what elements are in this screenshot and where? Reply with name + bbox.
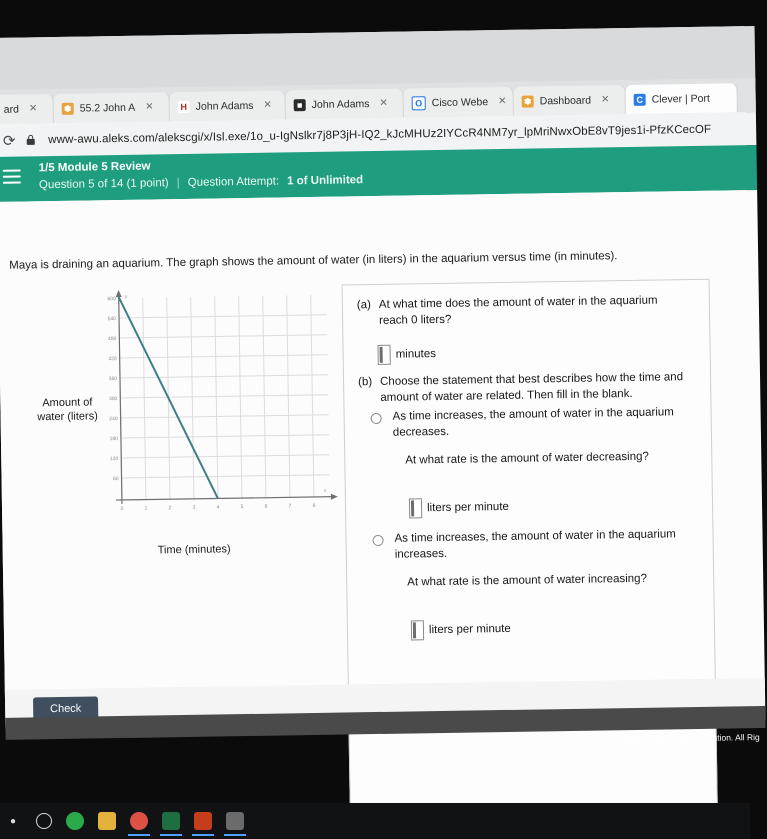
browser-tab-1[interactable] [54, 92, 170, 123]
part-b-option-1-label: As time increases, the amount of water in the aquarium increases. [394, 528, 676, 561]
powerpoint-icon[interactable] [194, 812, 212, 830]
graph-svg [99, 285, 343, 529]
svg-text:600: 600 [107, 296, 116, 303]
svg-text:240: 240 [109, 416, 118, 423]
tab-favicon-icon: ■ [294, 99, 306, 111]
app-icon[interactable] [226, 812, 244, 830]
graph-y-axis-label: Amount of water (liters) [37, 396, 98, 424]
excel-icon[interactable] [162, 812, 180, 830]
question-content [0, 190, 765, 702]
browser-tab-5[interactable] [513, 85, 625, 116]
part-b-subquestion-0: At what rate is the amount of water decreasing? [405, 450, 649, 467]
part-b-rate-row-0 [409, 497, 509, 519]
svg-text:0: 0 [120, 505, 124, 513]
radio-button-decreases[interactable] [371, 413, 382, 424]
copyright-text: © 2021 McGraw-Hill Education. All Rig [614, 732, 760, 745]
svg-text:540: 540 [107, 316, 117, 323]
svg-text:6: 6 [264, 503, 268, 510]
tab-close-icon[interactable]: ✕ [498, 95, 507, 108]
part-a-tag: (a) [356, 299, 372, 312]
svg-text:2: 2 [168, 505, 172, 512]
tab-favicon-icon: C [634, 93, 646, 105]
tab-close-icon[interactable]: ✕ [145, 101, 154, 113]
attempt-value: 1 of Unlimited [287, 174, 364, 188]
tab-label: Clever | Port [651, 92, 710, 106]
browser-tab-0[interactable] [0, 94, 54, 124]
tab-label: Cisco Webe [431, 95, 489, 109]
graph-figure [99, 285, 343, 529]
tab-close-icon[interactable]: ✕ [379, 97, 388, 109]
lock-icon [26, 134, 40, 145]
address-bar-url[interactable]: www-awu.aleks.com/alekscgi/x/Isl.exe/1o_u-IgNslkr7j8P3jH-IQ2_kJcMHUz2IYCcR4NM7yr_lpMriNwxObE8vT9jes1i-PfzKCecOF [48, 123, 712, 146]
svg-text:7: 7 [288, 503, 292, 510]
svg-text:420: 420 [108, 356, 117, 363]
browser-icon[interactable] [66, 812, 84, 830]
hamburger-icon[interactable] [3, 170, 21, 184]
svg-text:360: 360 [108, 376, 118, 383]
chrome-icon[interactable] [130, 812, 148, 830]
tab-label: 55.2 John A [79, 101, 136, 115]
svg-text:180: 180 [109, 436, 118, 443]
part-b-subquestion-1: At what rate is the amount of water increasing? [407, 572, 648, 589]
svg-text:y: y [124, 293, 128, 300]
svg-text:300: 300 [108, 396, 118, 403]
header-separator: | [176, 177, 180, 190]
question-status [39, 174, 363, 191]
tab-label: ard [3, 103, 20, 116]
part-b-text: Choose the statement that best describes how the time and amount of water are related. Then fill in the blank. [379, 371, 684, 404]
part-b-option-0[interactable] [371, 404, 693, 441]
module-title: 1/5 Module 5 Review [38, 160, 151, 175]
part-b-unit-label-1: liters per minute [428, 622, 511, 637]
browser-tab-3[interactable] [285, 89, 403, 120]
tab-favicon-icon: O [412, 96, 426, 110]
os-taskbar [0, 803, 750, 839]
part-a [357, 292, 687, 329]
tab-close-icon[interactable]: ✕ [263, 99, 272, 111]
svg-text:1: 1 [144, 505, 148, 512]
tab-label: John Adams [195, 99, 254, 113]
tab-favicon-icon: ✽ [62, 102, 74, 114]
folder-icon[interactable] [98, 812, 116, 830]
graph-x-axis-label: Time (minutes) [157, 543, 231, 557]
svg-text:4: 4 [216, 504, 220, 511]
part-b-tag: (b) [357, 376, 373, 389]
part-a-text: At what time does the amount of water in the aquarium reach 0 liters? [378, 294, 658, 327]
part-b [358, 369, 703, 406]
part-a-answer-row [377, 344, 436, 365]
svg-text:480: 480 [107, 336, 117, 343]
browser-tab-2[interactable] [170, 90, 286, 121]
part-b-rate-row-1 [411, 619, 511, 641]
part-b-option-1[interactable] [372, 526, 694, 563]
browser-tab-4[interactable] [403, 87, 513, 118]
part-b-unit-label-0: liters per minute [426, 500, 509, 515]
browser-tab-6[interactable] [625, 83, 737, 114]
tab-favicon-icon: ✽ [522, 95, 534, 107]
tab-close-icon[interactable]: ✕ [600, 94, 610, 106]
reload-icon[interactable]: ⟳ [2, 132, 16, 150]
tab-label: John Adams [311, 97, 370, 111]
question-prompt: Maya is draining an aquarium. The graph shows the amount of water (in liters) in the aquarium versus time (in minutes). [9, 250, 618, 272]
part-b-option-0-label: As time increases, the amount of water in the aquarium decreases. [392, 406, 674, 439]
svg-text:8: 8 [312, 502, 316, 509]
svg-text:3: 3 [192, 504, 196, 511]
svg-text:5: 5 [240, 504, 244, 511]
svg-text:x: x [323, 487, 327, 494]
tab-label: Dashboard [539, 94, 592, 107]
check-button[interactable]: Check [33, 696, 98, 721]
part-a-answer-input[interactable] [377, 345, 390, 365]
part-b-rate-input-0[interactable] [409, 498, 422, 518]
attempt-label: Question Attempt: [187, 175, 280, 189]
tab-favicon-icon: H [178, 100, 190, 112]
part-a-unit-label: minutes [395, 348, 437, 361]
svg-text:60: 60 [112, 476, 119, 483]
start-icon[interactable]: ● [9, 815, 17, 827]
question-counter: Question 5 of 14 (1 point) [38, 177, 169, 192]
search-icon[interactable] [36, 813, 52, 829]
tab-close-icon[interactable]: ✕ [28, 103, 38, 115]
part-b-rate-input-1[interactable] [411, 620, 424, 640]
svg-text:120: 120 [109, 456, 119, 463]
radio-button-increases[interactable] [372, 535, 383, 546]
screen-area [0, 26, 760, 745]
